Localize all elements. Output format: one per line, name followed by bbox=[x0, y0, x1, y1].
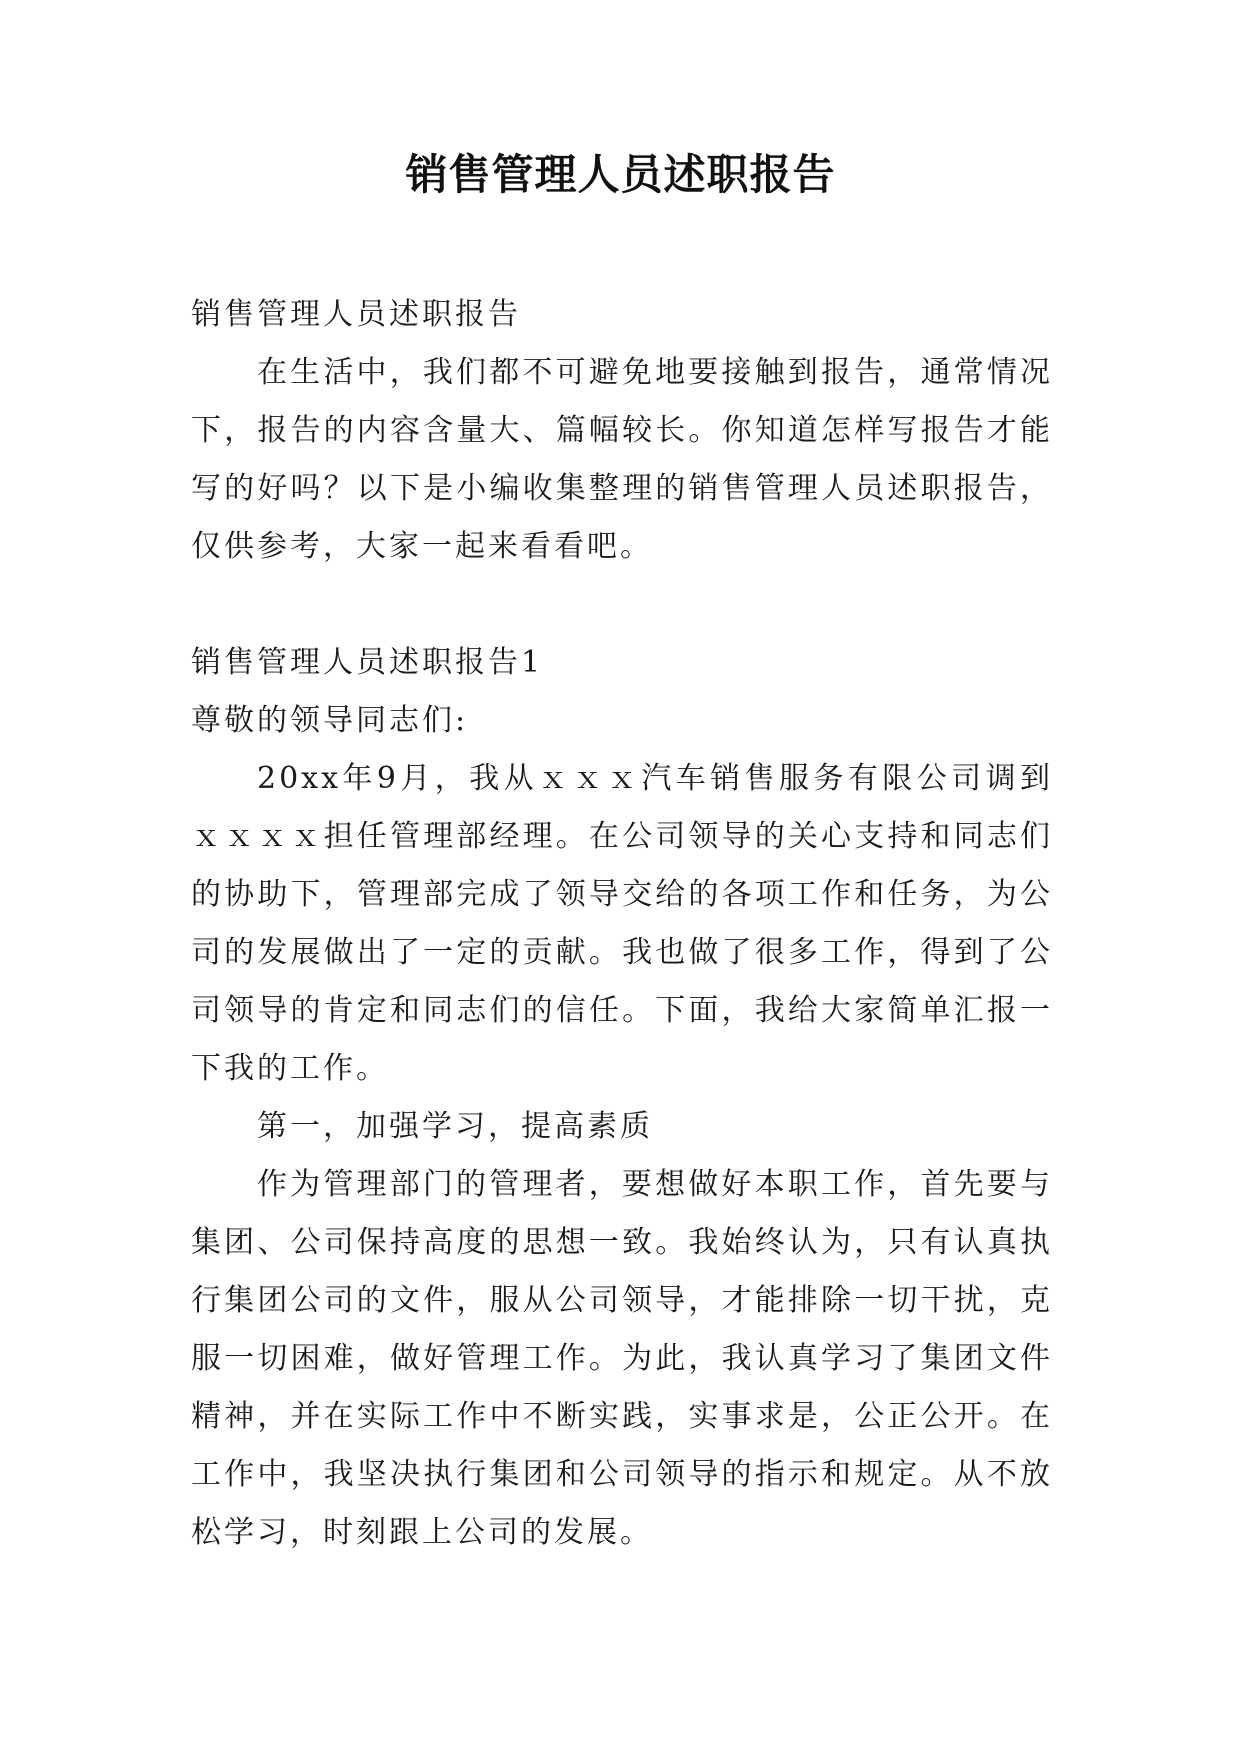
document-body bbox=[191, 286, 1053, 1562]
body-paragraph-2: 作为管理部门的管理者，要想做好本职工作，首先要与集团、公司保持高度的思想一致。我始终认为，只有认真执行集团公司的文件，服从公司领导，才能排除一切干扰，克服一切困难，做好管理工作。为此，我认真学习了集团文件精神，并在实际工作中不断实践，实事求是，公正公开。在工作中，我坚决执行集团和公司领导的指示和规定。从不放松学习，时刻跟上公司的发展。 bbox=[191, 1167, 1053, 1550]
subheading-learning: 第一，加强学习，提高素质 bbox=[257, 1109, 653, 1144]
paragraph-spacer bbox=[191, 576, 1053, 634]
body-paragraph-1: 20xx年9月，我从ｘｘｘ汽车销售服务有限公司调到ｘｘｘｘ担任管理部经理。在公司领导的关心支持和同志们的协助下，管理部完成了领导交给的各项工作和任务，为公司的发展做出了一定的贡献。我也做了很多工作，得到了公司领导的肯定和同志们的信任。下面，我给大家简单汇报一下我的工作。 bbox=[191, 761, 1053, 1086]
subtitle-line: 销售管理人员述职报告 bbox=[191, 297, 521, 332]
intro-paragraph: 在生活中，我们都不可避免地要接触到报告，通常情况下，报告的内容含量大、篇幅较长。你知道怎样写报告才能写的好吗？以下是小编收集整理的销售管理人员述职报告，仅供参考，大家一起来看看吧。 bbox=[191, 355, 1053, 564]
salutation-line: 尊敬的领导同志们: bbox=[191, 703, 469, 738]
section-heading: 销售管理人员述职报告1 bbox=[191, 645, 544, 680]
document-title: 销售管理人员述职报告 bbox=[405, 150, 836, 199]
